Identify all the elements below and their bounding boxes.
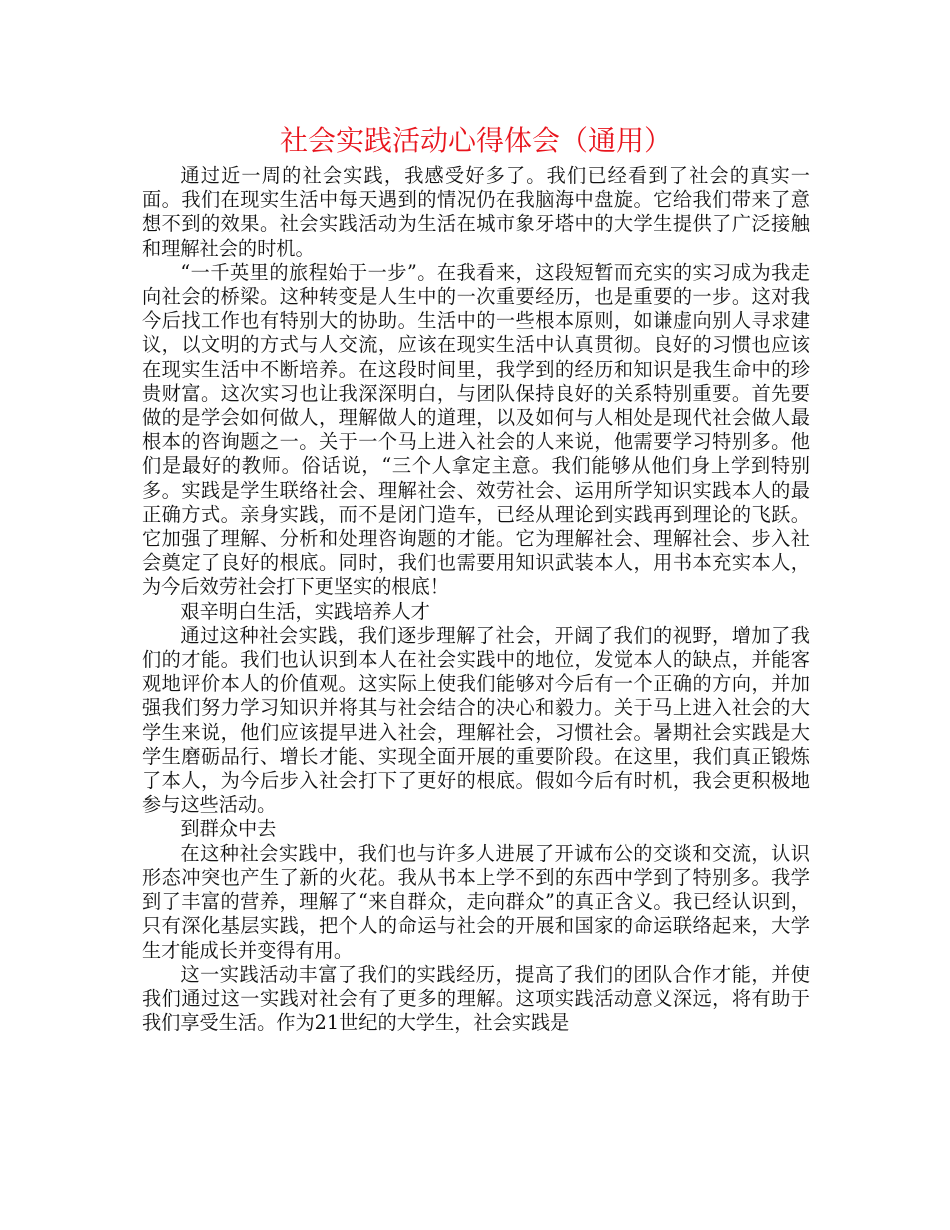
paragraph-conclusion: 这一实践活动丰富了我们的实践经历，提高了我们的团队合作才能，并使我们通过这一实践对社会有了更多的理解。这项实践活动意义深远，将有助于我们享受生活。作为21世纪的大学生，社会实践是 <box>142 962 810 1035</box>
section-heading-masses: 到群众中去 <box>180 817 277 841</box>
paragraph-understanding-society: 通过这种社会实践，我们逐步理解了社会，开阔了我们的视野，增加了我们的才能。我们也认识到本人在社会实践中的地位，发觉本人的缺点，并能客观地评价本人的价值观。这实际上使我们能够对今后有一个正确的方向，并加强我们努力学习知识并将其与社会结合的决心和毅力。关于马上进入社会的大学生来说，他们应该提早进入社会，理解社会，习惯社会。暑期社会实践是大学生磨砺品行、增长才能、实现全面开展的重要阶段。在这里，我们真正锻炼了本人，为今后步入社会打下了更好的根底。假如今后有时机，我会更积极地参与这些活动。 <box>142 623 810 817</box>
document-page <box>142 122 810 1035</box>
document-title: 社会实践活动心得体会（通用） <box>279 124 672 157</box>
paragraph-intro: 通过近一周的社会实践，我感受好多了。我们已经看到了社会的真实一面。我们在现实生活中每天遇到的情况仍在我脑海中盘旋。它给我们带来了意想不到的效果。社会实践活动为生活在城市象牙塔中的大学生提供了广泛接触和理解社会的时机。 <box>142 164 810 260</box>
section-heading-hardship: 艰辛明白生活，实践培养人才 <box>180 599 430 623</box>
paragraph-communication: 在这种社会实践中，我们也与许多人进展了开诚布公的交谈和交流，认识形态冲突也产生了新的火花。我从书本上学不到的东西中学到了特别多。我学到了丰富的营养，理解了“来自群众，走向群众”的真正含义。我已经认识到，只有深化基层实践，把个人的命运与社会的开展和国家的命运联络起来，大学生才能成长并变得有用。 <box>142 841 810 962</box>
paragraph-first-step: “一千英里的旅程始于一步”。在我看来，这段短暂而充实的实习成为我走向社会的桥梁。这种转变是人生中的一次重要经历，也是重要的一步。这对我今后找工作也有特别大的协助。生活中的一些根本原则，如谦虚向别人寻求建议，以文明的方式与人交流，应该在现实生活中认真贯彻。良好的习惯也应该在现实生活中不断培养。在这段时间里，我学到的经历和知识是我生命中的珍贵财富。这次实习也让我深深明白，与团队保持良好的关系特别重要。首先要做的是学会如何做人，理解做人的道理，以及如何与人相处是现代社会做人最根本的咨询题之一。关于一个马上进入社会的人来说，他需要学习特别多。他们是最好的教师。俗话说，“三个人拿定主意。我们能够从他们身上学到特别多。实践是学生联络社会、理解社会、效劳社会、运用所学知识实践本人的最正确方式。亲身实践，而不是闭门造车，已经从理论到实践再到理论的飞跃。它加强了理解、分析和处理咨询题的才能。它为理解社会、理解社会、步入社会奠定了良好的根底。同时，我们也需要用知识武装本人，用书本充实本人，为今后效劳社会打下更坚实的根底！ <box>142 260 810 599</box>
